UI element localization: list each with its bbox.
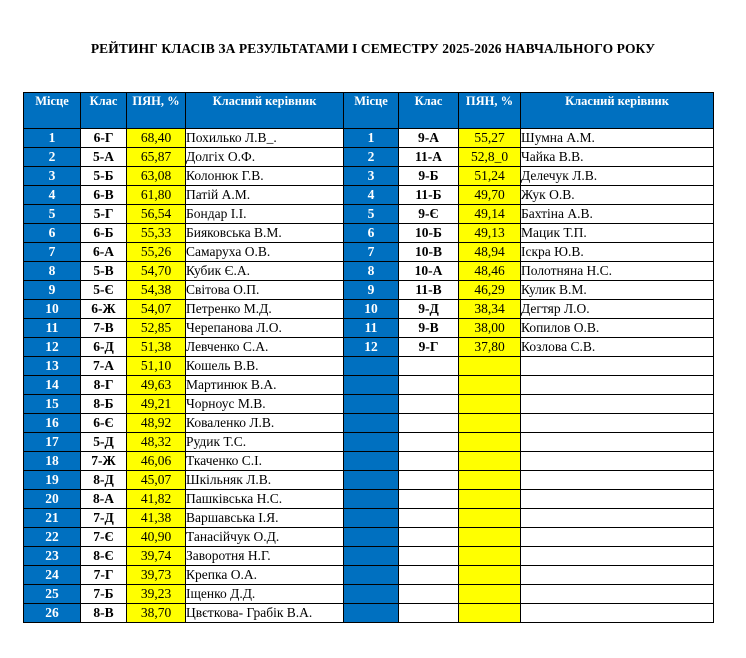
table-row (24, 528, 714, 547)
right-place-cell (344, 547, 399, 566)
left-place-cell: 9 (24, 281, 81, 300)
left-teacher-cell: Кошель В.В. (186, 357, 344, 376)
left-place-cell: 18 (24, 452, 81, 471)
right-place-cell: 9 (344, 281, 399, 300)
right-score-cell (459, 376, 521, 395)
right-score-cell: 48,94 (459, 243, 521, 262)
table-row (24, 262, 714, 281)
left-place-cell: 17 (24, 433, 81, 452)
table-row (24, 148, 714, 167)
left-class-cell: 8-Б (81, 395, 127, 414)
right-place-cell: 3 (344, 167, 399, 186)
left-score-cell: 38,70 (127, 604, 186, 623)
right-place-cell: 8 (344, 262, 399, 281)
table-row (24, 357, 714, 376)
right-place-cell (344, 357, 399, 376)
left-class-cell: 7-Г (81, 566, 127, 585)
left-score-cell: 54,70 (127, 262, 186, 281)
left-teacher-cell: Бияковська В.М. (186, 224, 344, 243)
right-place-cell: 11 (344, 319, 399, 338)
page-title: РЕЙТИНГ КЛАСІВ ЗА РЕЗУЛЬТАТАМИ І СЕМЕСТРУ 2025-2026 НАВЧАЛЬНОГО РОКУ (90, 41, 656, 56)
left-score-cell: 41,38 (127, 509, 186, 528)
left-class-cell: 5-Є (81, 281, 127, 300)
left-place-cell: 22 (24, 528, 81, 547)
left-place-cell: 26 (24, 604, 81, 623)
left-place-cell: 7 (24, 243, 81, 262)
right-score-cell (459, 566, 521, 585)
right-teacher-cell: Мацик Т.П. (521, 224, 714, 243)
right-place-cell: 2 (344, 148, 399, 167)
left-place-cell: 10 (24, 300, 81, 319)
right-teacher-cell (521, 585, 714, 604)
right-score-cell (459, 414, 521, 433)
left-teacher-cell: Світова О.П. (186, 281, 344, 300)
left-class-cell: 7-Є (81, 528, 127, 547)
right-score-cell (459, 395, 521, 414)
left-score-cell: 55,33 (127, 224, 186, 243)
right-class-cell: 9-Д (399, 300, 459, 319)
table-row (24, 414, 714, 433)
right-teacher-cell: Бахтіна А.В. (521, 205, 714, 224)
left-teacher-cell: Патій А.М. (186, 186, 344, 205)
left-class-cell: 8-Є (81, 547, 127, 566)
left-place-cell: 20 (24, 490, 81, 509)
table-row (24, 243, 714, 262)
table-row (24, 547, 714, 566)
left-class-cell: 6-Ж (81, 300, 127, 319)
left-class-cell: 5-В (81, 262, 127, 281)
left-score-cell: 52,85 (127, 319, 186, 338)
right-teacher-cell (521, 433, 714, 452)
left-score-cell: 46,06 (127, 452, 186, 471)
right-teacher-cell (521, 471, 714, 490)
right-place-cell: 7 (344, 243, 399, 262)
left-teacher-cell: Похилько Л.В_. (186, 129, 344, 148)
left-teacher-cell: Іщенко Д.Д. (186, 585, 344, 604)
left-teacher-cell: Черепанова Л.О. (186, 319, 344, 338)
right-score-cell: 38,00 (459, 319, 521, 338)
right-class-cell: 9-А (399, 129, 459, 148)
left-class-cell: 5-Г (81, 205, 127, 224)
right-class-cell (399, 490, 459, 509)
left-class-cell: 6-Д (81, 338, 127, 357)
right-score-cell: 38,34 (459, 300, 521, 319)
left-class-cell: 7-Д (81, 509, 127, 528)
right-score-cell: 49,70 (459, 186, 521, 205)
left-score-cell: 51,10 (127, 357, 186, 376)
header-class-right: Клас (399, 93, 459, 129)
left-teacher-cell: Ткаченко С.І. (186, 452, 344, 471)
table-row (24, 129, 714, 148)
header-teacher-left: Класний керівник (186, 93, 344, 129)
right-class-cell (399, 585, 459, 604)
right-teacher-cell: Копилов О.В. (521, 319, 714, 338)
right-class-cell (399, 509, 459, 528)
right-class-cell (399, 357, 459, 376)
left-place-cell: 12 (24, 338, 81, 357)
right-place-cell (344, 395, 399, 414)
table-row (24, 300, 714, 319)
left-score-cell: 56,54 (127, 205, 186, 224)
right-place-cell: 12 (344, 338, 399, 357)
right-class-cell (399, 414, 459, 433)
table-row (24, 338, 714, 357)
left-class-cell: 6-А (81, 243, 127, 262)
header-class-left: Клас (81, 93, 127, 129)
header-place-left: Місце (24, 93, 81, 129)
left-teacher-cell: Цвєткова- Грабік В.А. (186, 604, 344, 623)
right-class-cell: 10-А (399, 262, 459, 281)
right-score-cell (459, 585, 521, 604)
right-score-cell: 55,27 (459, 129, 521, 148)
right-place-cell: 6 (344, 224, 399, 243)
left-place-cell: 25 (24, 585, 81, 604)
table-row (24, 167, 714, 186)
right-teacher-cell: Шумна А.М. (521, 129, 714, 148)
left-score-cell: 54,07 (127, 300, 186, 319)
right-score-cell (459, 357, 521, 376)
right-class-cell: 10-В (399, 243, 459, 262)
left-score-cell: 48,92 (127, 414, 186, 433)
right-score-cell (459, 471, 521, 490)
right-teacher-cell (521, 414, 714, 433)
right-class-cell: 11-Б (399, 186, 459, 205)
table-row (24, 604, 714, 623)
right-class-cell (399, 471, 459, 490)
header-place-right: Місце (344, 93, 399, 129)
right-score-cell (459, 528, 521, 547)
right-score-cell (459, 433, 521, 452)
right-place-cell: 4 (344, 186, 399, 205)
right-class-cell: 9-Б (399, 167, 459, 186)
left-class-cell: 8-А (81, 490, 127, 509)
left-place-cell: 3 (24, 167, 81, 186)
left-class-cell: 6-Є (81, 414, 127, 433)
left-score-cell: 39,23 (127, 585, 186, 604)
left-score-cell: 39,73 (127, 566, 186, 585)
right-teacher-cell: Кулик В.М. (521, 281, 714, 300)
right-teacher-cell (521, 604, 714, 623)
left-teacher-cell: Колонюк Г.В. (186, 167, 344, 186)
right-teacher-cell: Дегтяр Л.О. (521, 300, 714, 319)
right-place-cell: 5 (344, 205, 399, 224)
left-teacher-cell: Кубик Є.А. (186, 262, 344, 281)
right-score-cell (459, 490, 521, 509)
right-class-cell (399, 604, 459, 623)
right-score-cell (459, 452, 521, 471)
left-score-cell: 49,63 (127, 376, 186, 395)
left-teacher-cell: Мартинюк В.А. (186, 376, 344, 395)
left-teacher-cell: Рудик Т.С. (186, 433, 344, 452)
right-teacher-cell (521, 528, 714, 547)
left-class-cell: 7-А (81, 357, 127, 376)
left-place-cell: 16 (24, 414, 81, 433)
left-teacher-cell: Левченко С.А. (186, 338, 344, 357)
right-class-cell: 9-Г (399, 338, 459, 357)
right-class-cell (399, 528, 459, 547)
left-teacher-cell: Самаруха О.В. (186, 243, 344, 262)
left-class-cell: 8-Г (81, 376, 127, 395)
left-teacher-cell: Пашківська Н.С. (186, 490, 344, 509)
right-class-cell: 11-В (399, 281, 459, 300)
table-row (24, 319, 714, 338)
left-class-cell: 7-В (81, 319, 127, 338)
left-class-cell: 7-Б (81, 585, 127, 604)
left-score-cell: 40,90 (127, 528, 186, 547)
right-place-cell (344, 566, 399, 585)
table-row (24, 566, 714, 585)
table-header-row (24, 93, 714, 129)
left-teacher-cell: Заворотня Н.Г. (186, 547, 344, 566)
right-teacher-cell: Жук О.В. (521, 186, 714, 205)
left-class-cell: 6-В (81, 186, 127, 205)
left-class-cell: 7-Ж (81, 452, 127, 471)
right-place-cell (344, 452, 399, 471)
right-place-cell (344, 490, 399, 509)
right-score-cell (459, 604, 521, 623)
table-row (24, 186, 714, 205)
table-row (24, 471, 714, 490)
left-place-cell: 8 (24, 262, 81, 281)
left-place-cell: 1 (24, 129, 81, 148)
left-class-cell: 5-Д (81, 433, 127, 452)
left-place-cell: 14 (24, 376, 81, 395)
left-teacher-cell: Петренко М.Д. (186, 300, 344, 319)
left-teacher-cell: Чорноус М.В. (186, 395, 344, 414)
header-score-left: ПЯН, % (127, 93, 186, 129)
right-place-cell (344, 585, 399, 604)
left-score-cell: 61,80 (127, 186, 186, 205)
right-teacher-cell (521, 490, 714, 509)
left-score-cell: 49,21 (127, 395, 186, 414)
left-place-cell: 15 (24, 395, 81, 414)
right-teacher-cell: Чайка В.В. (521, 148, 714, 167)
right-class-cell: 9-В (399, 319, 459, 338)
right-score-cell (459, 509, 521, 528)
rating-table (23, 92, 714, 623)
left-score-cell: 48,32 (127, 433, 186, 452)
table-row (24, 509, 714, 528)
right-class-cell (399, 566, 459, 585)
left-place-cell: 23 (24, 547, 81, 566)
right-teacher-cell: Полотняна Н.С. (521, 262, 714, 281)
left-teacher-cell: Бондар І.І. (186, 205, 344, 224)
rating-table-body (24, 129, 714, 623)
left-score-cell: 63,08 (127, 167, 186, 186)
left-score-cell: 51,38 (127, 338, 186, 357)
right-place-cell (344, 509, 399, 528)
right-score-cell: 51,24 (459, 167, 521, 186)
right-score-cell: 48,46 (459, 262, 521, 281)
left-teacher-cell: Коваленко Л.В. (186, 414, 344, 433)
table-row (24, 281, 714, 300)
left-place-cell: 2 (24, 148, 81, 167)
right-teacher-cell: Козлова С.В. (521, 338, 714, 357)
left-class-cell: 8-Д (81, 471, 127, 490)
left-class-cell: 6-Б (81, 224, 127, 243)
left-place-cell: 11 (24, 319, 81, 338)
left-score-cell: 65,87 (127, 148, 186, 167)
left-place-cell: 4 (24, 186, 81, 205)
right-score-cell: 46,29 (459, 281, 521, 300)
left-teacher-cell: Долгіх О.Ф. (186, 148, 344, 167)
table-row (24, 376, 714, 395)
left-teacher-cell: Варшавська І.Я. (186, 509, 344, 528)
right-place-cell (344, 414, 399, 433)
header-teacher-right: Класний керівник (521, 93, 714, 129)
header-score-right: ПЯН, % (459, 93, 521, 129)
right-place-cell (344, 604, 399, 623)
left-score-cell: 55,26 (127, 243, 186, 262)
right-teacher-cell (521, 357, 714, 376)
left-teacher-cell: Шкільняк Л.В. (186, 471, 344, 490)
table-row (24, 452, 714, 471)
table-row (24, 224, 714, 243)
left-place-cell: 24 (24, 566, 81, 585)
right-class-cell: 10-Б (399, 224, 459, 243)
left-place-cell: 19 (24, 471, 81, 490)
table-row (24, 433, 714, 452)
left-teacher-cell: Танасійчук О.Д. (186, 528, 344, 547)
left-place-cell: 13 (24, 357, 81, 376)
left-class-cell: 8-В (81, 604, 127, 623)
right-score-cell: 49,14 (459, 205, 521, 224)
left-score-cell: 45,07 (127, 471, 186, 490)
left-score-cell: 68,40 (127, 129, 186, 148)
right-teacher-cell (521, 376, 714, 395)
right-teacher-cell (521, 395, 714, 414)
right-teacher-cell (521, 452, 714, 471)
right-place-cell (344, 433, 399, 452)
right-class-cell: 11-А (399, 148, 459, 167)
left-score-cell: 41,82 (127, 490, 186, 509)
right-score-cell: 37,80 (459, 338, 521, 357)
table-row (24, 205, 714, 224)
right-teacher-cell (521, 509, 714, 528)
right-class-cell (399, 547, 459, 566)
table-row (24, 395, 714, 414)
left-class-cell: 5-Б (81, 167, 127, 186)
right-teacher-cell: Іскра Ю.В. (521, 243, 714, 262)
right-teacher-cell (521, 566, 714, 585)
right-place-cell (344, 376, 399, 395)
right-class-cell: 9-Є (399, 205, 459, 224)
right-place-cell: 10 (344, 300, 399, 319)
right-class-cell (399, 395, 459, 414)
right-place-cell: 1 (344, 129, 399, 148)
right-score-cell: 49,13 (459, 224, 521, 243)
left-teacher-cell: Крепка О.А. (186, 566, 344, 585)
left-place-cell: 5 (24, 205, 81, 224)
right-class-cell (399, 433, 459, 452)
right-score-cell: 52,8_0 (459, 148, 521, 167)
left-score-cell: 54,38 (127, 281, 186, 300)
right-class-cell (399, 452, 459, 471)
right-score-cell (459, 547, 521, 566)
table-row (24, 585, 714, 604)
right-class-cell (399, 376, 459, 395)
left-place-cell: 6 (24, 224, 81, 243)
right-teacher-cell (521, 547, 714, 566)
table-row (24, 490, 714, 509)
left-score-cell: 39,74 (127, 547, 186, 566)
left-class-cell: 5-А (81, 148, 127, 167)
right-teacher-cell: Делечук Л.В. (521, 167, 714, 186)
left-place-cell: 21 (24, 509, 81, 528)
left-class-cell: 6-Г (81, 129, 127, 148)
right-place-cell (344, 528, 399, 547)
right-place-cell (344, 471, 399, 490)
